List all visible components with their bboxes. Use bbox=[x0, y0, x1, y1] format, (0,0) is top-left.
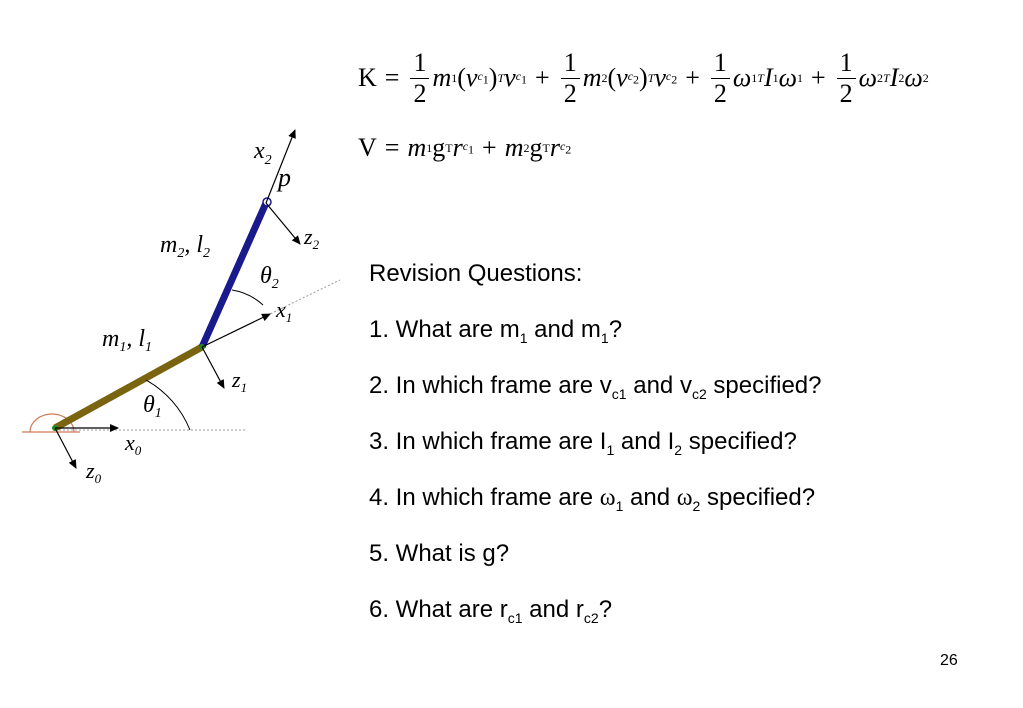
z1-axis-arrow bbox=[202, 347, 224, 388]
z2-axis-arrow bbox=[266, 203, 300, 244]
z2-label: $z_2$ bbox=[304, 224, 320, 252]
x2-label: $x_2$ bbox=[254, 138, 272, 168]
theta1-label: $\theta_1$ bbox=[143, 392, 162, 421]
question-5: 5. What is g? bbox=[369, 540, 510, 567]
p-label: p bbox=[278, 163, 291, 192]
question-6: 6. What are $r_{c1}$ and $r_{c2}$? bbox=[369, 596, 613, 626]
x1-label: $x_1$ bbox=[276, 297, 293, 325]
kinetic-energy-equation: K = $\frac{1}{2}$ m 1 ( v $c_1$ ) T v $c_1$ + $\frac{1}{2}$ m 2 ( v $c_2$ ) T v $c_2$ + $\frac{1}{2}$ ω 1 T I 1 ω 1 + $\frac{1}{2}$ ω 2 T I 2 ω 2 bbox=[358, 47, 929, 108]
v-symbol: V bbox=[358, 133, 377, 162]
question-1: 1. What are $m_1$ and $m_1$? bbox=[369, 316, 623, 346]
z1-label: $z_1$ bbox=[232, 367, 248, 395]
question-4: 4. In which frame are $\omega_1$ and $\omega_2$ specified? bbox=[369, 484, 816, 514]
question-2: 2. In which frame are $v_{c1}$ and $v_{c2}$ specified? bbox=[369, 372, 822, 402]
k-symbol: K bbox=[358, 63, 377, 92]
theta2-label: $\theta_2$ bbox=[260, 263, 279, 292]
questions-heading: Revision Questions: bbox=[369, 260, 583, 287]
link-2 bbox=[202, 203, 266, 347]
z0-axis-arrow bbox=[55, 428, 76, 468]
potential-energy-equation: V = m 1 g T r $c_1$ + m 2 g T r $c_2$ bbox=[358, 133, 572, 162]
z0-label: $z_0$ bbox=[86, 458, 102, 486]
link-1 bbox=[55, 347, 202, 428]
m1-l1-label: $m_1$, $l_1$ bbox=[102, 326, 153, 355]
x0-label: $x_0$ bbox=[125, 430, 142, 458]
theta2-arc bbox=[232, 290, 263, 305]
m2-l2-label: $m_2$, $l_2$ bbox=[160, 232, 211, 261]
page-number: 26 bbox=[940, 652, 958, 669]
question-3: 3. In which frame are $I_1$ and $I_2$ specified? bbox=[369, 428, 797, 458]
